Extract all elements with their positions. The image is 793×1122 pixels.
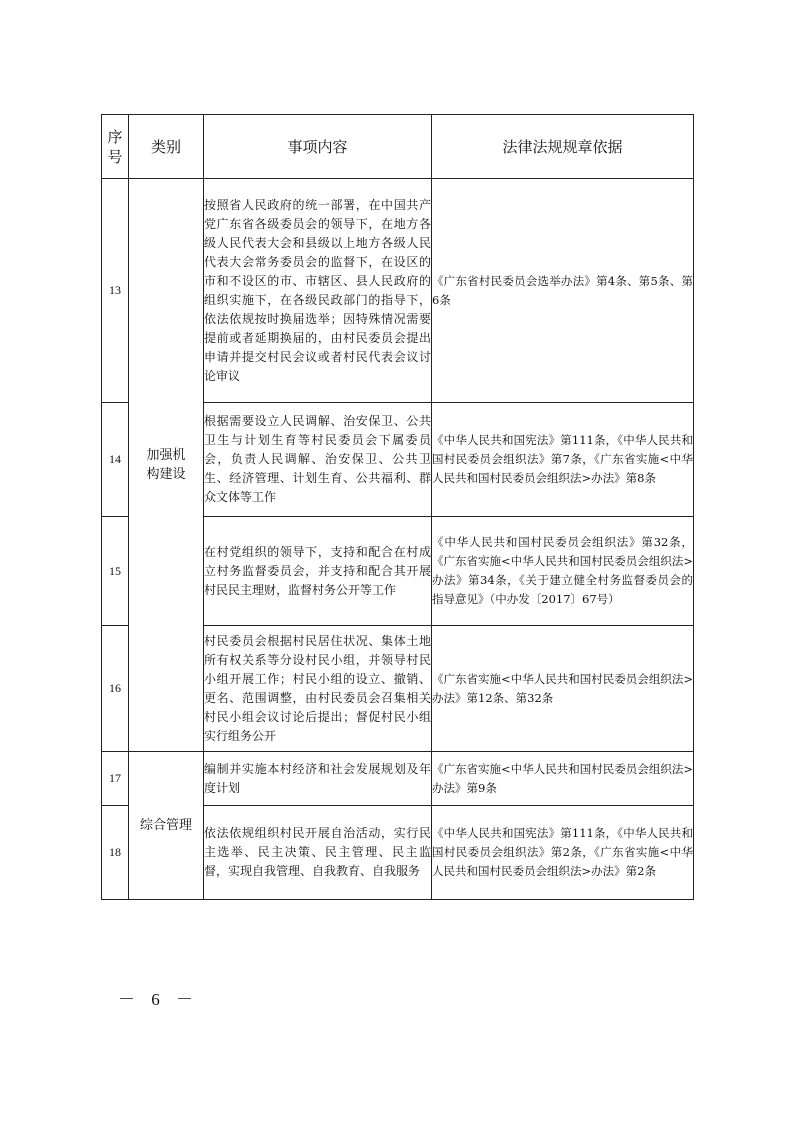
row-basis: 《中华人民共和国村民委员会组织法》第32条，《广东省实施<中华人民共和国村民委员会组织法>办法》第34条，《关于建立健全村务监督委员会的指导意见》（中办发〔2017〕67号） <box>432 517 694 626</box>
row-content: 依法依规组织村民开展自治活动，实行民主选举、民主决策、民主管理、民主监督，实现自我管理、自我教育、自我服务 <box>204 806 432 900</box>
row-seq: 16 <box>102 626 129 752</box>
header-content: 事项内容 <box>204 115 432 179</box>
table-row <box>102 179 694 403</box>
row-basis: 《广东省村民委员会选举办法》第4条、第5条、第6条 <box>432 179 694 403</box>
row-seq: 15 <box>102 517 129 626</box>
row-basis: 《广东省实施<中华人民共和国村民委员会组织法>办法》第9条 <box>432 752 694 806</box>
row-content: 村民委员会根据村民居住状况、集体土地所有权关系等分设村民小组，并领导村民小组开展工作；村民小组的设立、撤销、更名、范围调整，由村民委员会召集相关村民小组会议讨论后提出；督促村民小组实行组务公开 <box>204 626 432 752</box>
row-content: 根据需要设立人民调解、治安保卫、公共卫生与计划生育等村民委员会下属委员会，负责人民调解、治安保卫、公共卫生、经济管理、计划生育、公共福利、群众文体等工作 <box>204 403 432 517</box>
table-header-row <box>102 115 694 179</box>
row-seq: 13 <box>102 179 129 403</box>
header-category: 类别 <box>129 115 204 179</box>
row-content: 编制并实施本村经济和社会发展规划及年度计划 <box>204 752 432 806</box>
category-cell: 综合管理 <box>129 752 204 900</box>
row-basis: 《中华人民共和国宪法》第111条，《中华人民共和国村民委员会组织法》第7条，《广东省实施<中华人民共和国村民委员会组织法>办法》第8条 <box>432 403 694 517</box>
row-basis: 《中华人民共和国宪法》第111条，《中华人民共和国村民委员会组织法》第2条，《广东省实施<中华人民共和国村民委员会组织法>办法》第2条 <box>432 806 694 900</box>
page-number: － 6 － <box>118 990 199 1009</box>
row-seq: 14 <box>102 403 129 517</box>
header-basis: 法律法规规章依据 <box>432 115 694 179</box>
header-seq: 序号 <box>102 115 129 179</box>
row-content: 在村党组织的领导下，支持和配合在村成立村务监督委员会，并支持和配合其开展村民民主理财，监督村务公开等工作 <box>204 517 432 626</box>
row-seq: 17 <box>102 752 129 806</box>
category-cell: 加强机构建设 <box>129 179 204 752</box>
row-basis: 《广东省实施<中华人民共和国村民委员会组织法>办法》第12条、第32条 <box>432 626 694 752</box>
regulation-table <box>101 114 694 900</box>
row-content: 按照省人民政府的统一部署，在中国共产党广东省各级委员会的领导下，在地方各级人民代表大会和县级以上地方各级人民代表大会常务委员会的监督下，在设区的市和不设区的市、市辖区、县人民政府的组织实施下，在各级民政部门的指导下，依法依规按时换届选举；因特殊情况需要提前或者延期换届的，由村民委员会提出申请并提交村民会议或者村民代表会议讨论审议 <box>204 179 432 403</box>
row-seq: 18 <box>102 806 129 900</box>
table-row <box>102 752 694 806</box>
